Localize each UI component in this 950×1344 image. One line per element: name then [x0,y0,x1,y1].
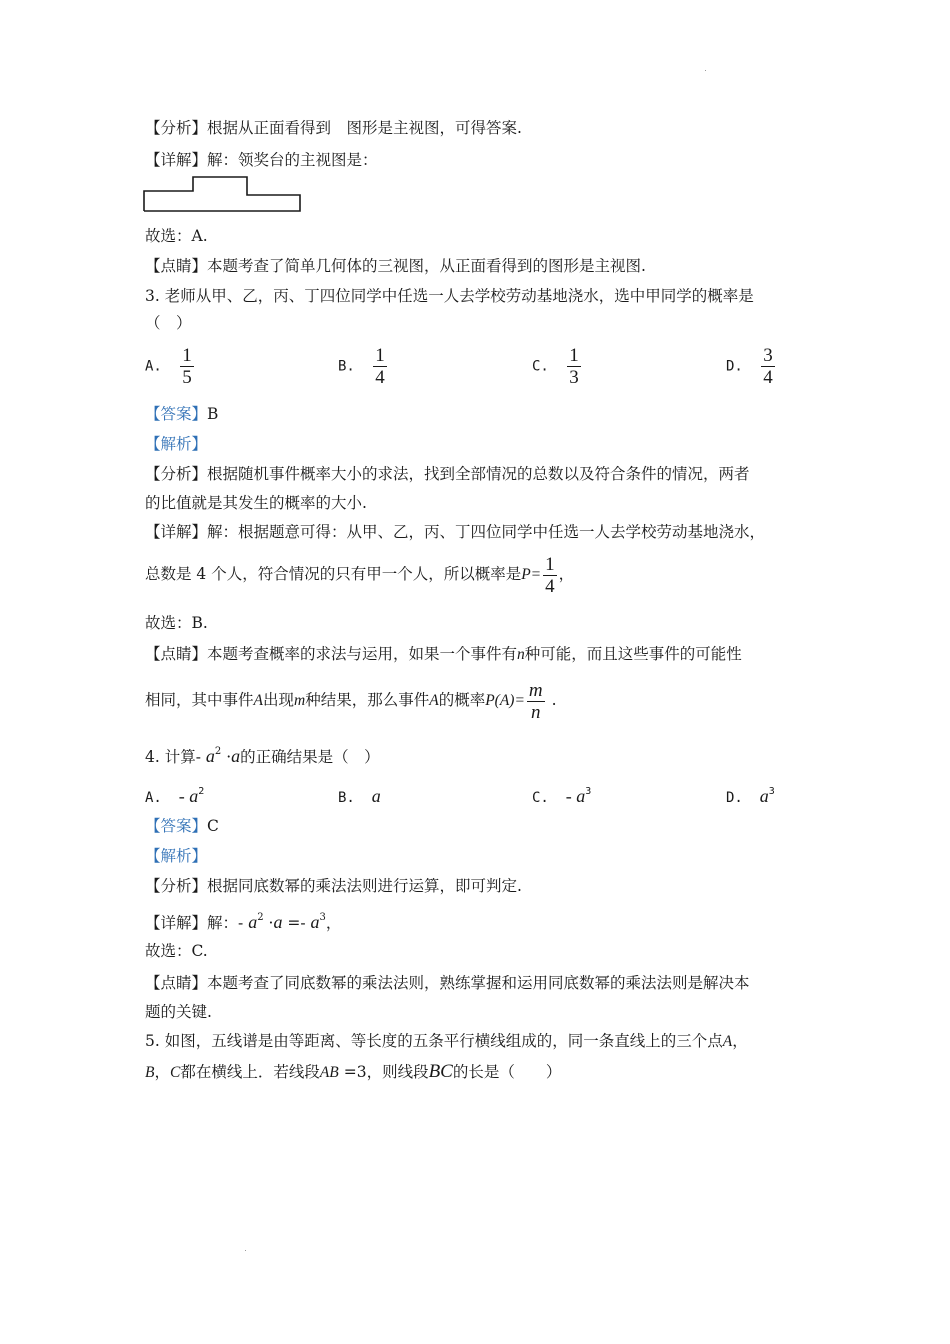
q4-choose: 故选：C. [145,942,208,960]
q4-stem: 4. 计算- $a^2 \cdot a$的正确结果是（ ） [145,746,380,766]
q5-stem-1: 5. 如图，五线谱是由等距离、等长度的五条平行横线组成的，同一条直线上的三个点A， [145,1032,748,1050]
fraction: $\frac{3}{4}$ [763,345,773,388]
q3-option-d: D. $\frac{3}{4}$ [726,345,773,388]
q4-analysis: 【分析】根据同底数幂的乘法法则进行运算，即可判定. [145,877,522,895]
q4-comment-2: 题的关键. [145,1003,212,1021]
scan-dot [245,1250,246,1251]
q3-option-b: B. $\frac{1}{4}$ [338,345,385,388]
q3-detail-2: 总数是 4 个人，符合情况的只有甲一个人，所以概率是P= $\frac{1}{4}$ ， [145,553,575,597]
fraction: $\frac{m}{n}$ [528,679,543,723]
detail-view [145,150,378,170]
scan-dot [705,70,706,71]
analysis-view [145,118,522,138]
q4-option-a: A. - $a^2$ [145,786,205,806]
q5-stem-2: B，C都在横线上．若线段AB =3，则线段BC的长是（ ） [145,1061,562,1082]
q3-analysis-1: 【分析】根据随机事件概率大小的求法，找到全部情况的总数以及符合条件的情况，两者 [145,465,750,483]
q3-comment-1: 【点睛】本题考查概率的求法与运用，如果一个事件有n种可能，而且这些事件的可能性 [145,645,742,663]
q3-choose: 故选：B. [145,614,208,632]
q4-detail: 【详解】解：- $a^2 \cdot a =- a^3$， [145,912,342,932]
q4-jiexi: 【解析】 [145,847,208,865]
comment-text: 本题考查了简单几何体的三视图，从正面看得到的图形是主视图. [207,257,646,275]
tag-comment: 【点睛】 [145,257,208,275]
answer-value: C [207,817,219,835]
q4-option-c: C. - $a^3$ [532,786,592,806]
podium-front-view-diagram [143,176,305,216]
q4-answer [145,816,219,836]
tag-detail: 【详解】 [145,151,208,169]
comment-view [145,256,646,276]
q3-analysis-2: 的比值就是其发生的概率的大小. [145,494,367,512]
q3-stem: 3. 老师从甲、乙，丙、丁四位同学中任选一人去学校劳动基地浇水，选中甲同学的概率是 [145,287,754,305]
q3-answer [145,404,218,424]
q3-option-c: C. $\frac{1}{3}$ [532,345,579,388]
q4-comment-1: 【点睛】本题考查了同底数幂的乘法法则，熟练掌握和运用同底数幂的乘法法则是解决本 [145,974,750,992]
q3-stem-paren: （ ） [145,314,192,332]
q3-option-a: A. $\frac{1}{5}$ [145,345,192,388]
tag-answer: 【答案】 [145,817,208,835]
fraction: $\frac{1}{5}$ [182,345,192,388]
fraction: $\frac{1}{4}$ [375,345,385,388]
q3-detail-1: 【详解】解：根据题意可得：从甲、乙，丙、丁四位同学中任选一人去学校劳动基地浇水， [145,523,766,541]
tag-answer: 【答案】 [145,405,208,423]
q4-option-d: D. $a^3$ [726,786,775,806]
detail-text: 解：领奖台的主视图是： [207,151,378,169]
q4-option-b: B. a [338,786,381,806]
fraction: $\frac{1}{4}$ [545,553,555,597]
analysis-text: 根据从正面看得到 图形是主视图，可得答案. [207,119,522,137]
q3-comment-2: 相同，其中事件A出现m种结果，那么事件A的概率P(A)= $\frac{m}{n}$ . [145,679,557,723]
answer-value: B [207,405,219,423]
q3-jiexi: 【解析】 [145,435,208,453]
tag-analysis: 【分析】 [145,119,208,137]
choose-a: 故选：A. [145,227,208,245]
fraction: $\frac{1}{3}$ [569,345,579,388]
